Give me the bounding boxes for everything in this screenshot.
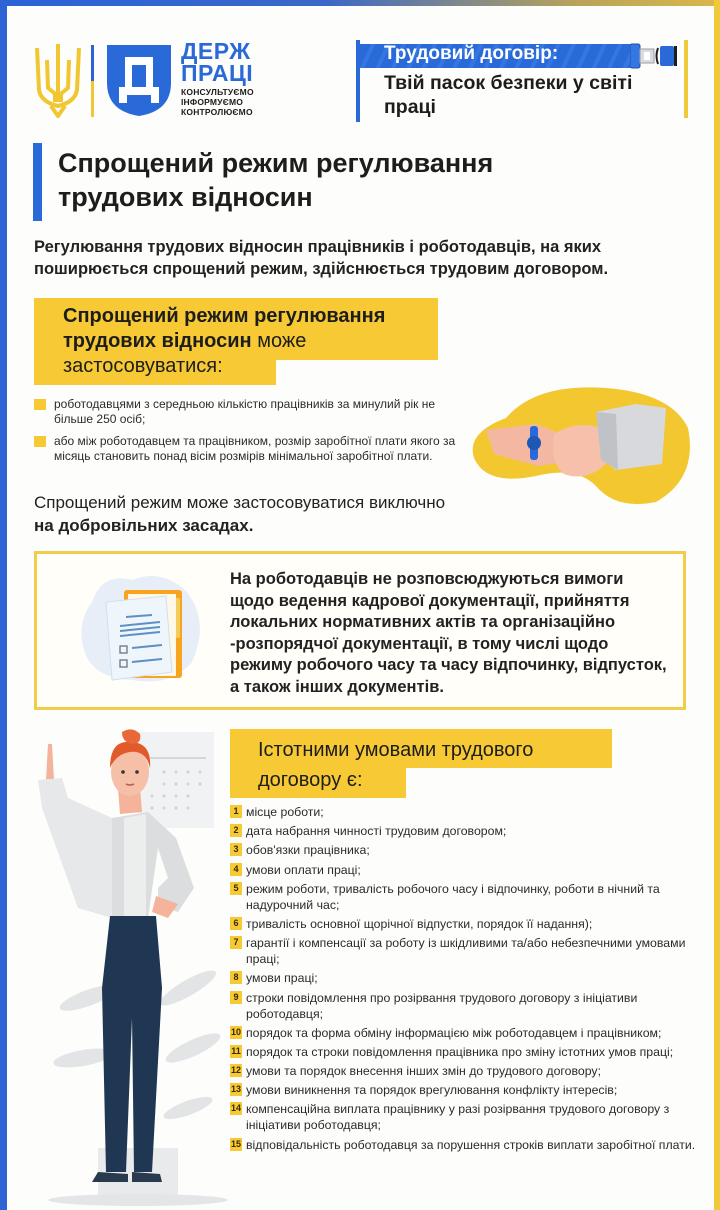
number-badge: 5 bbox=[230, 882, 242, 895]
number-badge: 1 bbox=[230, 805, 242, 818]
section-heading-conditions bbox=[258, 735, 533, 795]
square-bullet-icon bbox=[34, 399, 46, 410]
number-badge: 7 bbox=[230, 936, 242, 949]
list-item bbox=[34, 397, 464, 427]
trident-icon bbox=[33, 40, 83, 120]
brand-name-line1: ДЕРЖ bbox=[181, 38, 251, 64]
number-badge: 12 bbox=[231, 1065, 242, 1076]
brand-name-line2: ПРАЦІ bbox=[181, 60, 254, 86]
list-item bbox=[230, 935, 700, 967]
page-title bbox=[58, 146, 493, 214]
list-item-text: роботодавцями з середньою кількістю працівників за минулий рік не більше 250 осіб; bbox=[54, 397, 436, 426]
number-badge: 15 bbox=[231, 1138, 242, 1149]
list-item bbox=[230, 862, 700, 878]
list-item bbox=[230, 881, 700, 913]
list-item-text: порядок та строки повідомлення працівника про зміну істотних умов праці; bbox=[246, 1044, 674, 1059]
list-item-text: обов'язки працівника; bbox=[246, 843, 370, 858]
list-item-text: або між роботодавцем та працівником, розмір заробітної плати якого за місяць становить понад вісім розмірів мінімальної заробітної плати. bbox=[54, 434, 456, 463]
list-item bbox=[230, 1101, 700, 1133]
number-badge: 8 bbox=[230, 971, 242, 984]
list-item bbox=[230, 1044, 700, 1060]
number-badge: 6 bbox=[230, 917, 242, 930]
frame-right-border bbox=[714, 0, 720, 1210]
documents-folder-icon bbox=[72, 562, 212, 692]
title-accent-bar bbox=[33, 143, 42, 221]
essential-conditions-list bbox=[230, 804, 700, 1156]
number-badge: 11 bbox=[231, 1045, 241, 1056]
number-badge: 2 bbox=[230, 824, 242, 837]
section-heading-apply bbox=[63, 304, 385, 379]
brand-tagline: КОНТРОЛЮЄМО bbox=[181, 107, 253, 117]
list-item-text: відповідальність роботодавця за порушення строків виплати заробітної плати. bbox=[246, 1137, 696, 1152]
handshake-icon bbox=[466, 378, 692, 508]
list-item bbox=[230, 823, 700, 839]
list-item-text: умови оплати праці; bbox=[246, 862, 361, 877]
list-item-text: режим роботи, тривалість робочого часу і відпочинку, роботи в нічний та надурочний час; bbox=[246, 881, 660, 912]
number-badge: 14 bbox=[231, 1103, 242, 1114]
heading-part: договору є: bbox=[258, 769, 363, 791]
woman-pointing-icon bbox=[28, 728, 228, 1210]
heading-part: застосовуватися: bbox=[63, 355, 223, 377]
shield-d-icon bbox=[105, 43, 173, 118]
list-item bbox=[230, 916, 700, 932]
voluntary-note bbox=[34, 491, 445, 537]
intro-paragraph: Регулювання трудових відносин працівників і роботодавців, на яких поширюється спрощений режим, здійснюється трудовим договором. bbox=[34, 238, 609, 278]
list-item bbox=[34, 434, 464, 464]
number-badge: 3 bbox=[230, 843, 242, 856]
list-item-text: порядок та форма обміну інформацією між роботодавцем і працівником; bbox=[246, 1025, 662, 1040]
list-item-text: умови виникнення та порядок врегулювання конфлікту інтересів; bbox=[246, 1083, 618, 1098]
apply-conditions-list bbox=[34, 397, 464, 471]
list-item bbox=[230, 1063, 700, 1079]
header bbox=[0, 0, 720, 135]
list-item bbox=[230, 1025, 700, 1041]
voluntary-line1: Спрощений режим може застосовуватися виключно bbox=[34, 493, 446, 512]
square-bullet-icon bbox=[34, 436, 46, 447]
logo-divider bbox=[91, 45, 94, 117]
list-item bbox=[230, 804, 700, 820]
brand-tagline: ІНФОРМУЄМО bbox=[181, 97, 244, 107]
frame-left-border bbox=[0, 0, 7, 1210]
heading-part: трудових відносин bbox=[63, 330, 252, 352]
brand-tagline: КОНСУЛЬТУЄМО bbox=[181, 87, 254, 97]
list-item-text: гарантії і компенсації за роботу із шкідливими та/або небезпечними умовами праці; bbox=[246, 936, 686, 967]
list-item-text: умови праці; bbox=[246, 971, 318, 986]
list-item bbox=[230, 842, 700, 858]
list-item bbox=[230, 1137, 700, 1153]
list-item-text: умови та порядок внесення інших змін до трудового договору; bbox=[246, 1064, 601, 1079]
list-item bbox=[230, 970, 700, 986]
list-item-text: тривалість основної щорічної відпустки, порядок її надання); bbox=[246, 916, 593, 931]
list-item bbox=[230, 990, 700, 1022]
number-badge: 4 bbox=[230, 863, 242, 876]
number-badge: 9 bbox=[230, 991, 242, 1004]
heading-part: Спрощений режим регулювання bbox=[63, 305, 386, 327]
brand-text bbox=[181, 40, 254, 117]
list-item-text: дата набрання чинності трудовим договором; bbox=[246, 824, 507, 839]
list-item-text: місце роботи; bbox=[246, 805, 324, 819]
heading-part: Істотними умовами трудового bbox=[258, 739, 534, 761]
number-badge: 10 bbox=[231, 1026, 242, 1037]
page-title-line2: трудових відносин bbox=[58, 182, 313, 212]
number-badge: 13 bbox=[231, 1084, 242, 1095]
list-item-text: строки повідомлення про розірвання трудового договору з ініціативи роботодавця; bbox=[246, 990, 638, 1021]
banner-subtitle: Твій пасок безпеки у світі праці bbox=[384, 72, 633, 118]
list-item-text: компенсаційна виплата працівнику у разі розірвання трудового договору з ініціативи роботодавця; bbox=[246, 1102, 670, 1133]
banner-right-bar bbox=[684, 40, 688, 118]
list-item bbox=[230, 1082, 700, 1098]
heading-part: може bbox=[251, 330, 307, 352]
seatbelt-buckle-icon bbox=[630, 42, 678, 70]
voluntary-line2: на добровільних засадах. bbox=[34, 516, 254, 535]
info-box-text: На роботодавців не розповсюджуються вимоги щодо ведення кадрової документації, прийняття локальних нормативних актів та організаційно -розпорядчої документації, в тому числі щодо режиму робочого часу та часу відпочинку, відпусток, а також інших документів. bbox=[230, 570, 667, 696]
seatbelt-banner bbox=[356, 40, 688, 122]
banner-title: Трудовий договір: bbox=[384, 43, 559, 64]
page-title-line1: Спрощений режим регулювання bbox=[58, 148, 494, 178]
